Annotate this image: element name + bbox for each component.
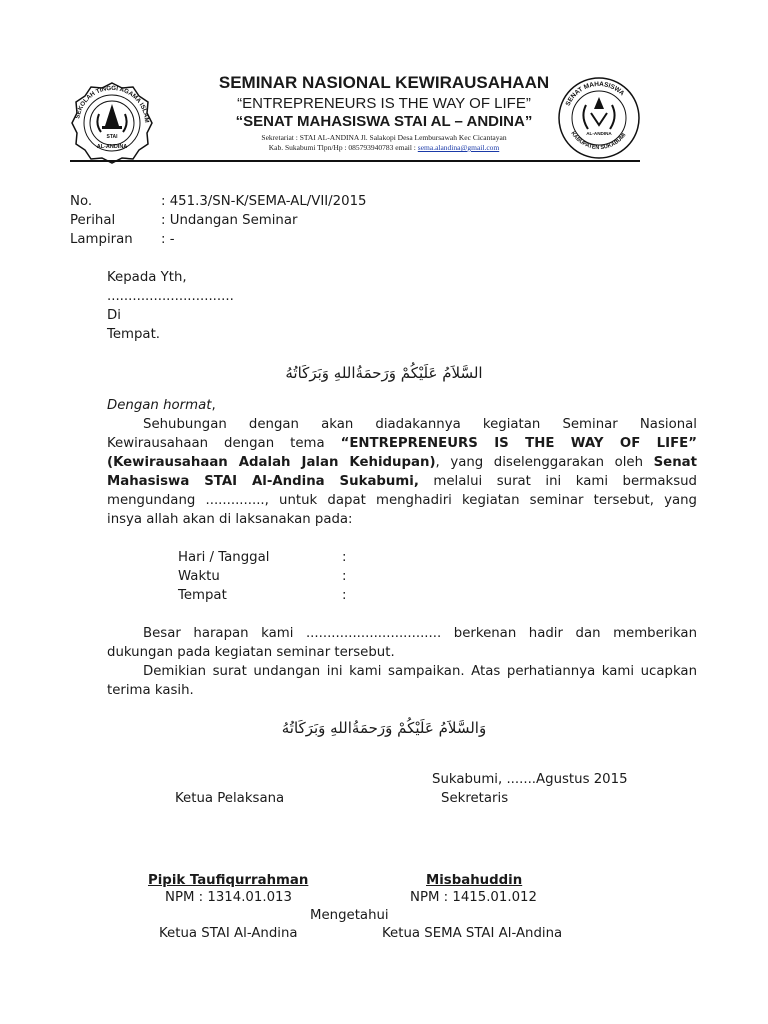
- para1-line-1: Sehubungan dengan akan diadakannya kegiatan Seminar Nasional: [143, 417, 697, 432]
- para2-line-2: dukungan pada kegiatan seminar tersebut.: [107, 645, 395, 660]
- greeting-comma: ,: [211, 398, 216, 413]
- greeting: [107, 398, 216, 413]
- stai-head-role: Ketua STAI Al-Andina: [159, 926, 298, 941]
- para1-line-3b: , yang diselenggarakan oleh: [435, 455, 654, 470]
- left-signer-role: Ketua Pelaksana: [175, 791, 285, 806]
- para3-line-1: Demikian surat undangan ini kami sampaikan. Atas perhatiannya kami ucapkan: [143, 664, 697, 679]
- greeting-text: Dengan hormat: [107, 398, 212, 413]
- svg-text:AL-ANDINA: AL-ANDINA: [96, 144, 128, 150]
- svg-text:STAI: STAI: [106, 134, 118, 140]
- event-time-label: Waktu: [178, 569, 220, 584]
- event-day-label: Hari / Tanggal: [178, 550, 270, 565]
- event-day-colon: :: [342, 550, 347, 565]
- recipient-line-2: ..............................: [107, 289, 234, 304]
- para1-line-2a: Kewirausahaan dengan tema: [107, 436, 341, 451]
- recipient-line-4: Tempat.: [107, 327, 161, 342]
- right-signer-name: Misbahuddin: [426, 873, 523, 888]
- sema-head-role: Ketua SEMA STAI Al-Andina: [382, 926, 563, 941]
- organizer-name: “SENAT MAHASISWA STAI AL – ANDINA”: [235, 113, 533, 130]
- left-signer-name: Pipik Taufiqurrahman: [148, 873, 309, 888]
- para1-line-5: mengundang .............., untuk dapat menghadiri kegiatan seminar tersebut, yang: [107, 493, 697, 508]
- subject-label: Perihal: [70, 213, 116, 228]
- seminar-theme-inline: “ENTREPRENEURS IS THE WAY OF LIFE”: [340, 436, 697, 451]
- senat-name-inline: Mahasiswa STAI Al-Andina Sukabumi,: [107, 474, 419, 489]
- salam-closing: وَالسَّلاَمُ عَلَيْكُمْ وَرَحمَةُاللهِ وَبَرَكَاتُهُ: [281, 719, 487, 737]
- para3-line-2: terima kasih.: [107, 683, 194, 698]
- place-date: Sukabumi, .......Agustus 2015: [432, 772, 628, 787]
- address-line-2: [0, 143, 768, 152]
- left-signer-npm: NPM : 1314.01.013: [165, 890, 292, 905]
- number-label: No.: [70, 194, 93, 209]
- email-link[interactable]: sema.alandina@gmail.com: [417, 143, 500, 152]
- acknowledged-label: Mengetahui: [310, 908, 389, 923]
- salam-opening: السَّلاَمُ عَلَيْكُمْ وَرَحمَةُاللهِ وَبَرَكَاتُهُ: [285, 364, 483, 382]
- address-contact: Kab. Sukabumi Tlpn/Hp : 085793940783 email :: [268, 143, 418, 152]
- address-line-1: Sekretariat : STAI AL-ANDINA Jl. Salakopi Desa Lembursawah Kec Cicantayan: [261, 133, 507, 142]
- event-time-colon: :: [342, 569, 347, 584]
- svg-text:SEKOLAH TINGGI AGAMA ISLAM: SEKOLAH TINGGI AGAMA ISLAM: [74, 84, 151, 123]
- para1-line-4: [107, 474, 697, 489]
- para1-line-3: [107, 455, 697, 470]
- seminar-theme: “ENTREPRENEURS IS THE WAY OF LIFE”: [237, 95, 531, 112]
- para1-line-6: insya allah akan di laksanakan pada:: [107, 512, 353, 527]
- svg-text:SENAT MAHASISWA: SENAT MAHASISWA: [564, 80, 626, 108]
- attachment-value: : -: [161, 232, 175, 247]
- svg-text:AL-ANDINA: AL-ANDINA: [586, 131, 612, 136]
- attachment-label: Lampiran: [70, 232, 133, 247]
- number-value: : 451.3/SN-K/SEMA-AL/VII/2015: [161, 194, 367, 209]
- letterhead-divider: [70, 160, 640, 162]
- right-signer-npm: NPM : 1415.01.012: [410, 890, 537, 905]
- para1-line-2: [107, 436, 697, 451]
- event-place-label: Tempat: [178, 588, 227, 603]
- right-signer-role: Sekretaris: [441, 791, 509, 806]
- recipient-line-3: Di: [107, 308, 121, 323]
- senat-word: Senat: [653, 455, 697, 470]
- svg-text:KABUPATEN SUKABUMI: KABUPATEN SUKABUMI: [569, 130, 628, 152]
- seminar-title: SEMINAR NASIONAL KEWIRAUSAHAAN: [218, 73, 550, 92]
- theme-translation: (Kewirausahaan Adalah Jalan Kehidupan): [107, 455, 436, 470]
- para2-line-1: Besar harapan kami ................................ berkenan hadir dan memberikan: [143, 626, 697, 641]
- recipient-line-1: Kepada Yth,: [107, 270, 187, 285]
- event-place-colon: :: [342, 588, 347, 603]
- para1-line-4b: melalui surat ini kami bermaksud: [418, 474, 697, 489]
- subject-value: : Undangan Seminar: [161, 213, 298, 228]
